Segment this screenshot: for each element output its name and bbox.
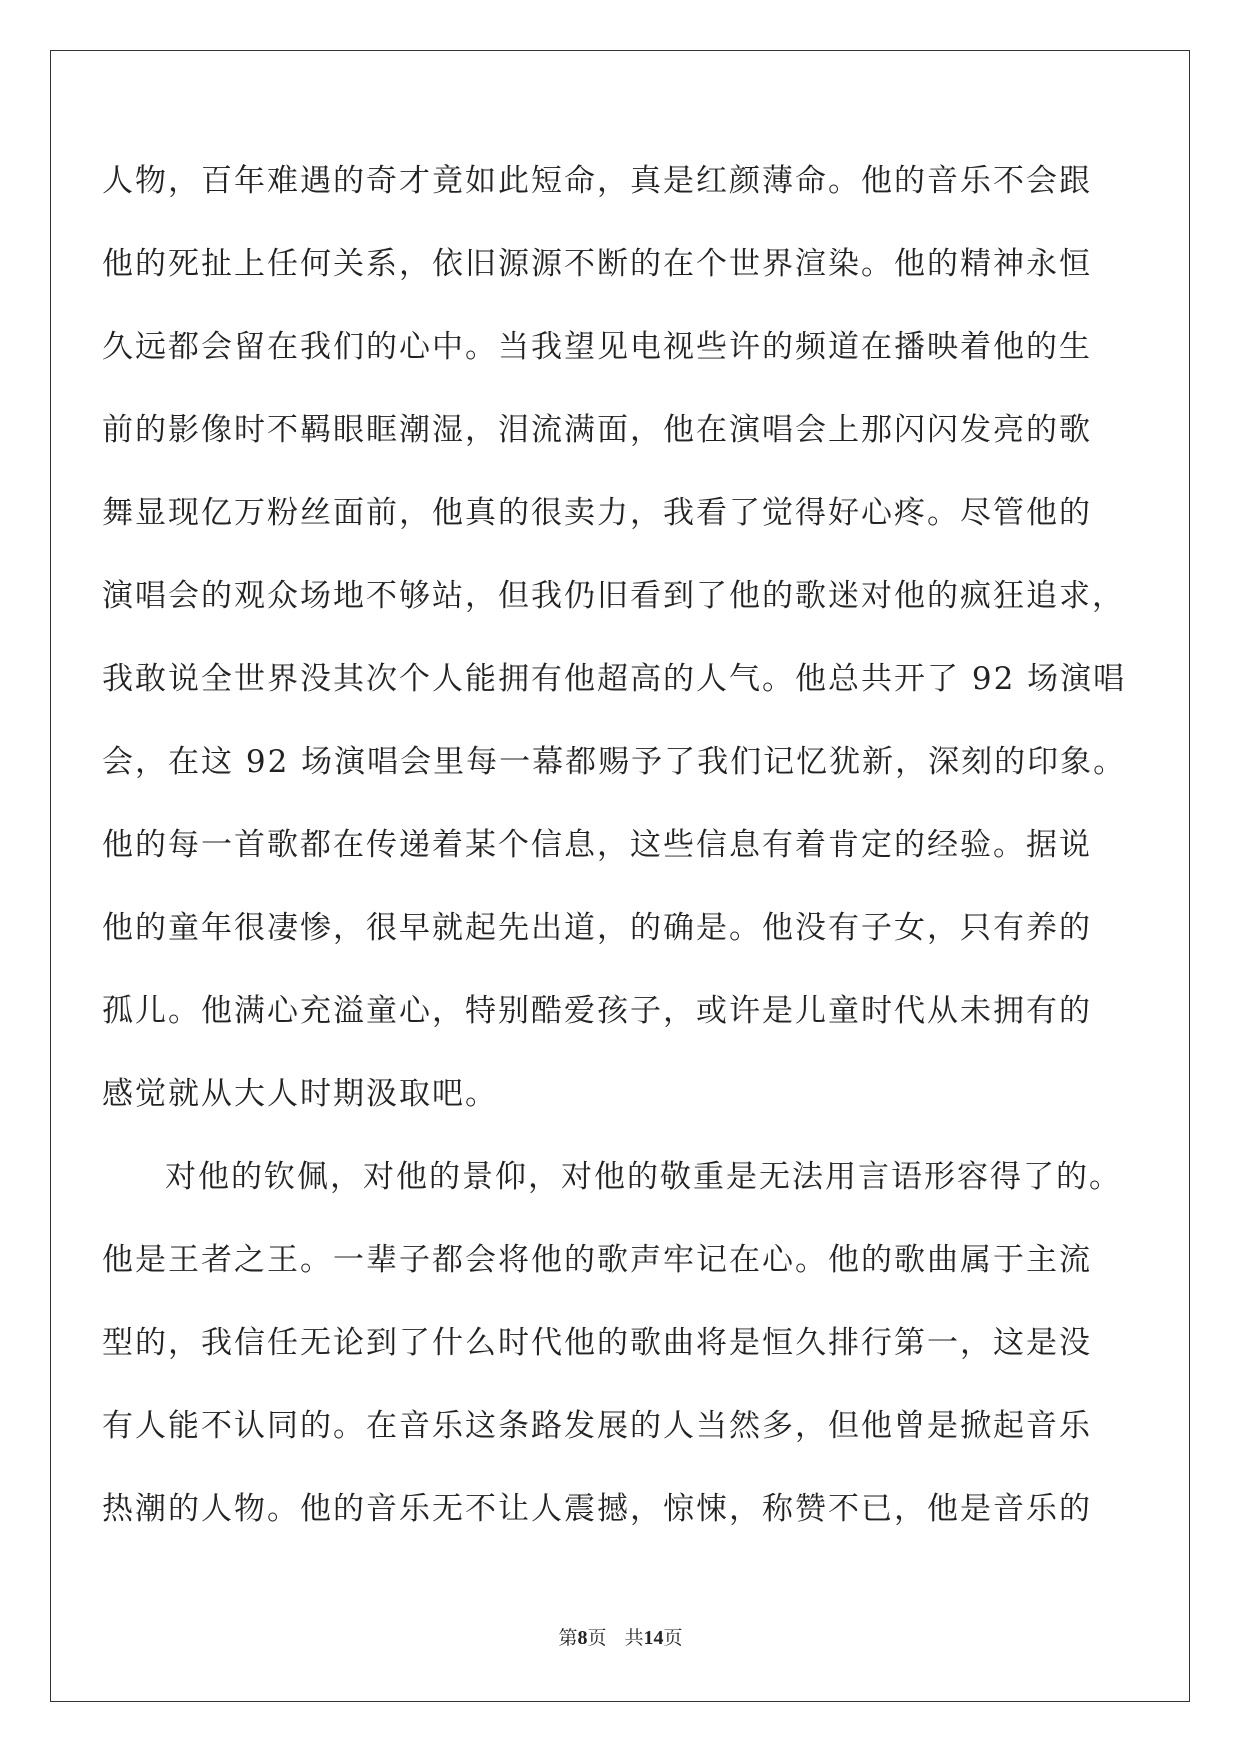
page-number: 8: [577, 1627, 588, 1649]
text-line: 我敢说全世界没其次个人能拥有他超高的人气。他总共开了 92 场演唱: [102, 661, 1127, 697]
total-suffix: 页: [663, 1628, 683, 1649]
text-line: 舞显现亿万粉丝面前，他真的很卖力，我看了觉得好心疼。尽管他的: [102, 495, 1092, 531]
text-line: 热潮的人物。他的音乐无不让人震撼，惊悚，称赞不已，他是音乐的: [102, 1491, 1092, 1527]
text-line: 他的死扯上任何关系，依旧源源不断的在个世界渲染。他的精神永恒: [102, 246, 1092, 282]
text-line: 有人能不认同的。在音乐这条路发展的人当然多，但他曾是掀起音乐: [102, 1408, 1092, 1444]
text-line: 人物，百年难遇的奇才竟如此短命，真是红颜薄命。他的音乐不会跟: [102, 163, 1092, 199]
page-prefix: 第: [558, 1628, 578, 1649]
text-line: 型的，我信任无论到了什么时代他的歌曲将是恒久排行第一，这是没: [102, 1325, 1092, 1361]
total-pages: 14: [643, 1627, 664, 1649]
text-line: 他的每一首歌都在传递着某个信息，这些信息有着肯定的经验。据说: [102, 827, 1092, 863]
paragraph-start-line: 对他的钦佩，对他的景仰，对他的敬重是无法用言语形容得了的。: [165, 1159, 1122, 1195]
page-suffix: 页: [587, 1628, 607, 1649]
text-line: 他是王者之王。一辈子都会将他的歌声牢记在心。他的歌曲属于主流: [102, 1242, 1092, 1278]
text-line: 久远都会留在我们的心中。当我望见电视些许的频道在播映着他的生: [102, 329, 1092, 365]
text-line: 会，在这 92 场演唱会里每一幕都赐予了我们记忆犹新，深刻的印象。: [102, 744, 1127, 780]
text-line: 前的影像时不羁眼眶潮湿，泪流满面，他在演唱会上那闪闪发亮的歌: [102, 412, 1092, 448]
text-line: 他的童年很凄惨，很早就起先出道，的确是。他没有子女，只有养的: [102, 910, 1092, 946]
document-body: [102, 155, 1127, 1566]
text-line: 演唱会的观众场地不够站，但我仍旧看到了他的歌迷对他的疯狂追求，: [102, 578, 1125, 614]
page-footer: [0, 1623, 1241, 1650]
text-line: 感觉就从大人时期汲取吧。: [102, 1076, 498, 1112]
total-prefix: 共: [624, 1628, 644, 1649]
text-line: 孤儿。他满心充溢童心，特别酷爱孩子，或许是儿童时代从未拥有的: [102, 993, 1092, 1029]
